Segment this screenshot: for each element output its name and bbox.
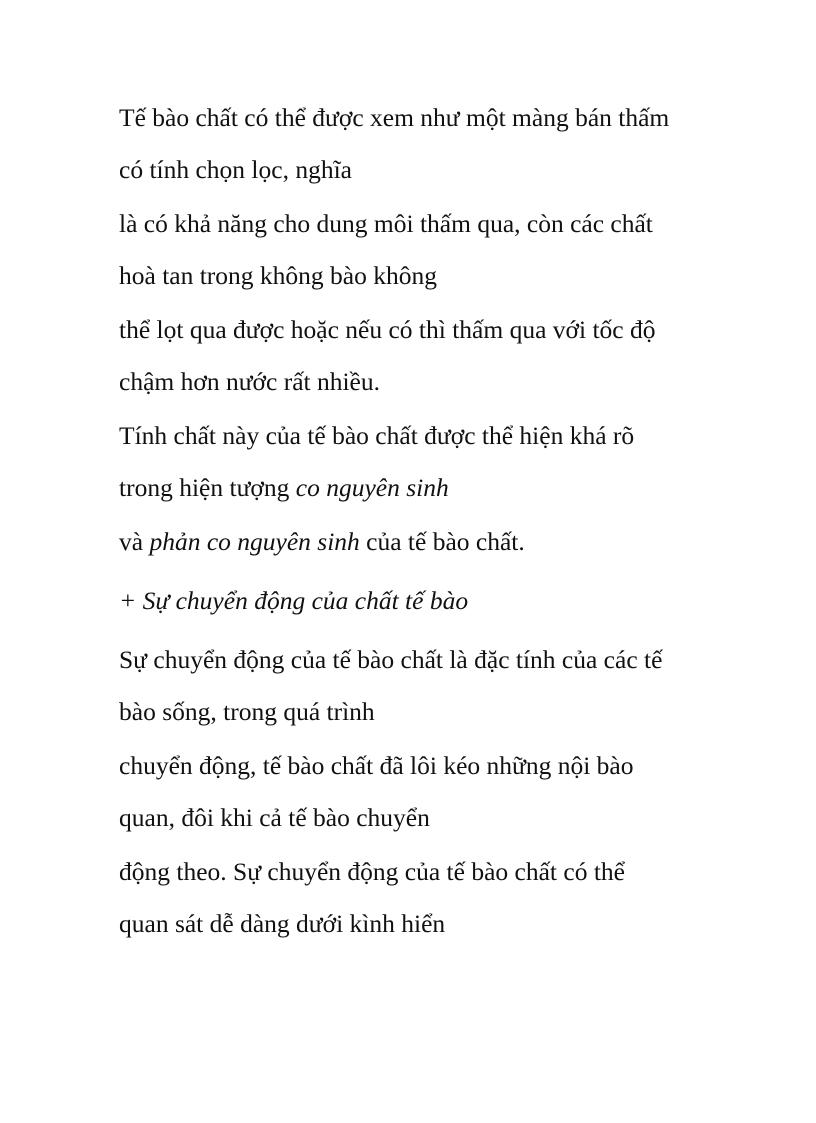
text-line-10: Sự chuyển động của tế bào chất là đặc tính của các tế bbox=[119, 645, 663, 674]
text-line-3: là có khả năng cho dung môi thấm qua, còn các chất bbox=[119, 209, 653, 238]
section-heading: + Sự chuyển động của chất tế bào bbox=[119, 586, 469, 615]
text-line-14: động theo. Sự chuyển động của tế bào chất có thể bbox=[119, 857, 625, 886]
text-line-8 bbox=[119, 473, 449, 503]
text-line-9 bbox=[119, 527, 525, 557]
text-run: và bbox=[119, 527, 150, 556]
text-line-2: có tính chọn lọc, nghĩa bbox=[119, 155, 352, 184]
text-run: trong hiện tượng bbox=[119, 473, 296, 502]
text-line-4: hoà tan trong không bào không bbox=[119, 261, 437, 290]
text-line-5: thể lọt qua được hoặc nếu có thì thấm qua với tốc độ bbox=[119, 315, 656, 344]
text-line-12: chuyển động, tế bào chất đã lôi kéo những nội bào bbox=[119, 751, 634, 780]
text-line-1: Tế bào chất có thể được xem như một màng bán thấm bbox=[119, 103, 670, 132]
text-line-11: bào sống, trong quá trình bbox=[119, 697, 375, 726]
italic-term: co nguyên sinh bbox=[295, 473, 449, 502]
text-run: của tế bào chất. bbox=[359, 527, 525, 556]
italic-term: phản co nguyên sinh bbox=[149, 527, 360, 556]
text-line-7: Tính chất này của tế bào chất được thể hiện khá rõ bbox=[119, 421, 635, 450]
text-line-6: chậm hơn nước rất nhiều. bbox=[119, 367, 381, 396]
text-line-15: quan sát dễ dàng dưới kình hiển bbox=[119, 909, 446, 938]
text-line-13: quan, đôi khi cả tế bào chuyển bbox=[119, 803, 430, 832]
